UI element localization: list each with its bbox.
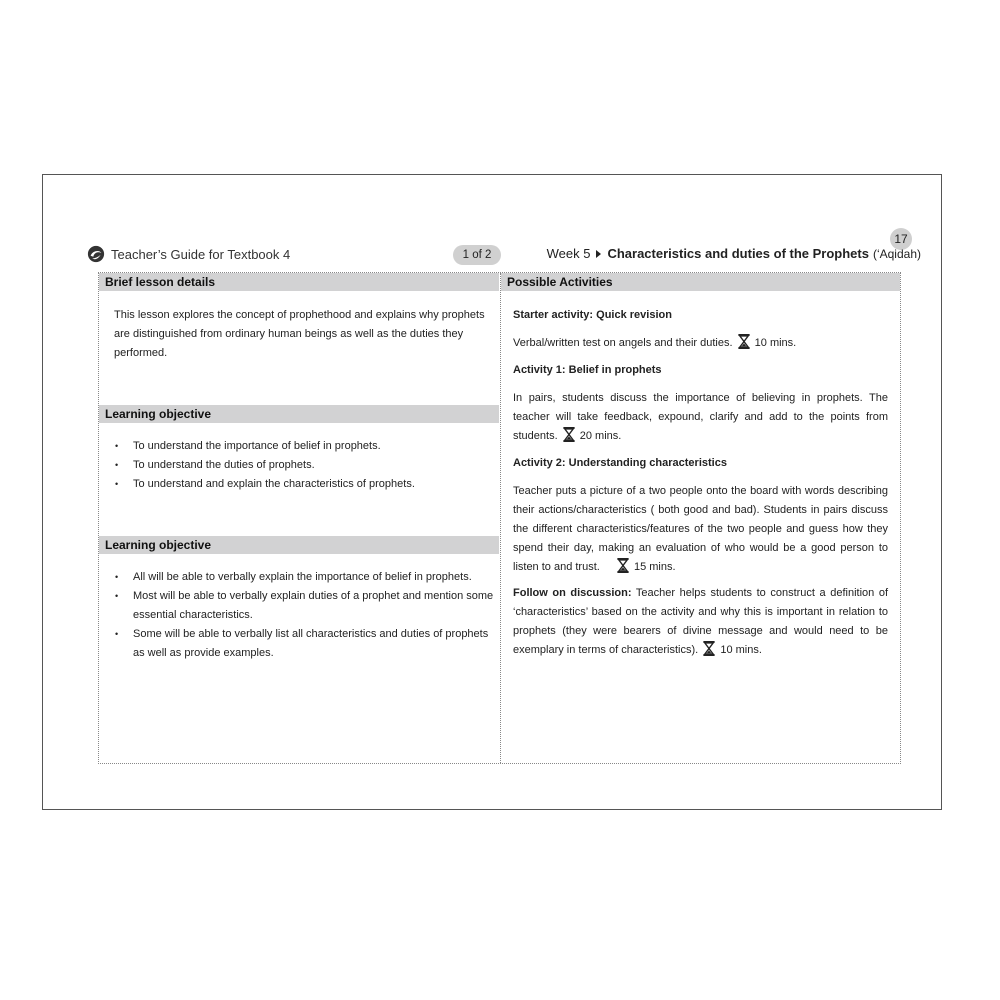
- activity-text: Verbal/written test on angels and their duties.: [513, 337, 733, 349]
- swirl-logo-icon: [87, 245, 105, 263]
- starter-activity: [513, 306, 888, 353]
- list-item: • To understand the duties of prophets.: [115, 456, 495, 475]
- activity-time: 10 mins.: [720, 644, 762, 656]
- list-item: • To understand and explain the characteristics of prophets.: [115, 475, 495, 494]
- list-item: • Most will be able to verbally explain duties of a prophet and mention some essential characteristics.: [115, 587, 495, 625]
- lesson-grid: [98, 272, 901, 764]
- page-number: 17: [890, 228, 912, 250]
- activity-1: [513, 361, 888, 446]
- week-label: Week 5: [546, 246, 591, 261]
- hourglass-icon: [617, 558, 629, 573]
- activity-time: 20 mins.: [579, 430, 622, 442]
- hourglass-icon: [703, 641, 715, 656]
- activity-2: [513, 454, 888, 577]
- activity-time: 10 mins.: [754, 337, 797, 349]
- objective-header-2: Learning objective: [99, 536, 499, 554]
- activity-text-line: [513, 389, 888, 446]
- follow-on-discussion: [513, 584, 888, 660]
- lesson-header: [547, 246, 921, 261]
- activity-text: Teacher helps students to construct a definition of ‘characteristics’ based on the activity and why this is important in relation to prophets (they were bearers of divine message and would need to be exemplary in terms of characteristics).: [513, 587, 889, 656]
- left-column: [99, 273, 499, 763]
- lesson-subtitle: (‘Aqidah): [872, 246, 921, 261]
- right-column: [501, 273, 900, 763]
- hourglass-icon: [563, 427, 575, 442]
- objective-list-1: [115, 437, 495, 494]
- list-item: • All will be able to verbally explain the importance of belief in prophets.: [115, 568, 495, 587]
- activities-header: Possible Activities: [501, 273, 900, 291]
- triangle-right-icon: [596, 250, 601, 258]
- objective-header-1: Learning objective: [99, 405, 499, 423]
- activity-text: In pairs, students discuss the importance of believing in prophets. The teacher will take feedback, expound, clarify and add to the points from students.: [513, 392, 888, 442]
- list-item: • Some will be able to verbally list all characteristics and duties of prophets as well as provide examples.: [115, 625, 495, 663]
- guide-header: [87, 245, 290, 263]
- activity-text: Teacher puts a picture of a two people onto the board with words describing their actions/characteristics ( both good and bad). Students in pairs discuss the different characteristics/features of the two people and guess how they spend their day, making an evaluation of who would be a good person to listen to and trust.: [513, 485, 888, 573]
- guide-title: Teacher’s Guide for Textbook 4: [111, 246, 291, 262]
- activity-title: Activity 2: Understanding characteristics: [513, 457, 727, 469]
- brief-text: This lesson explores the concept of prophethood and explains why prophets are distinguished from ordinary human beings as well as the duties they performed.: [114, 309, 485, 359]
- lesson-title: Characteristics and duties of the Prophets: [607, 246, 869, 261]
- activity-title: Follow on discussion:: [513, 587, 632, 599]
- document-page: [42, 174, 942, 810]
- brief-header: Brief lesson details: [99, 273, 499, 291]
- activity-text-line: [513, 334, 888, 353]
- activity-text-line: [513, 482, 888, 577]
- hourglass-icon: [738, 334, 750, 349]
- activity-title: Activity 1: Belief in prophets: [513, 364, 662, 376]
- activity-title: Starter activity: Quick revision: [513, 309, 672, 321]
- objective-list-2: [115, 568, 495, 663]
- list-item: • To understand the importance of belief in prophets.: [115, 437, 495, 456]
- activity-time: 15 mins.: [633, 561, 676, 573]
- page-badge: 1 of 2: [453, 245, 501, 265]
